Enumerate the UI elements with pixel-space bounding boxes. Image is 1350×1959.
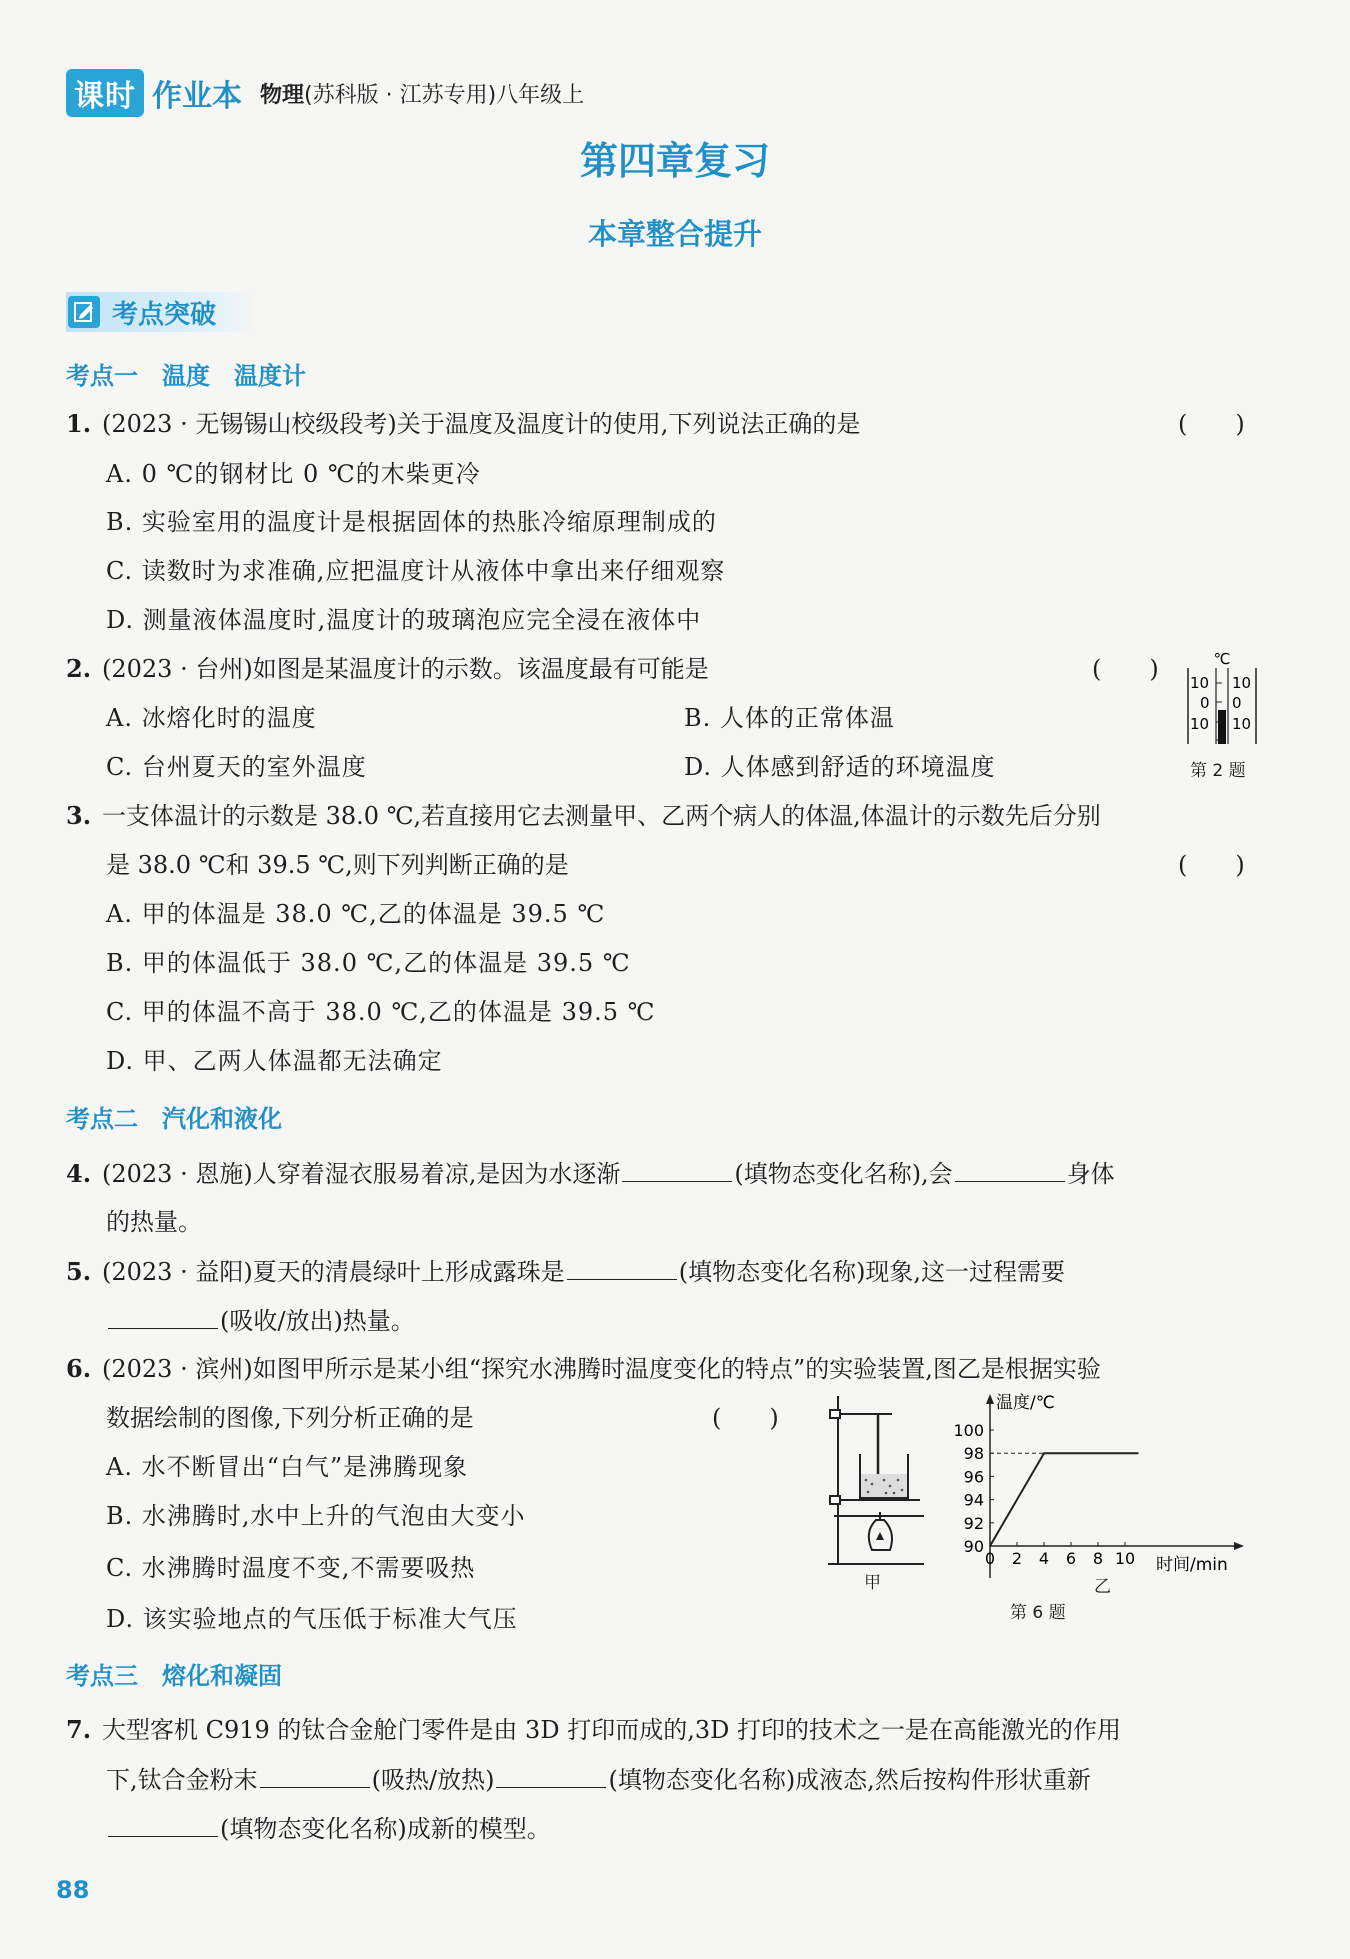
water [861,1474,907,1497]
question-text: (填物态变化名称)成新的模型。 [220,1815,551,1843]
option-d: D. 甲、乙两人体温都无法确定 [106,1047,443,1075]
right-scale-label: 10 [1232,674,1252,692]
brand-name: 作业本 [152,79,242,114]
question-text: (吸收/放出)热量。 [220,1307,415,1335]
x-axis-arrow [1234,1542,1244,1550]
answer-blank[interactable] [108,1304,218,1329]
subject-name: 物理 [260,82,305,108]
answer-blank[interactable] [108,1812,218,1837]
question-number: 3. [66,801,92,830]
question-text: (2023 · 恩施)人穿着湿衣服易着凉,是因为水逐渐 [102,1160,621,1188]
option-b: B. 实验室用的温度计是根据固体的热胀冷缩原理制成的 [106,508,717,536]
question-7-line-3 [106,1812,551,1845]
thermometer-unit: ℃ [1213,650,1231,668]
flame [876,1532,884,1540]
option-b: B. 甲的体温低于 38.0 ℃,乙的体温是 39.5 ℃ [106,949,631,977]
boiling-apparatus-figure [820,1392,930,1572]
knowledge-point-2: 考点二 汽化和液化 [66,1105,282,1133]
question-number: 2. [66,654,92,683]
option-a: A. 甲的体温是 38.0 ℃,乙的体温是 39.5 ℃ [106,900,606,928]
y-tick-label: 98 [963,1444,984,1464]
temperature-series-line [990,1453,1139,1546]
figure-caption: 第 6 题 [1010,1603,1066,1623]
option-b: B. 水沸腾时,水中上升的气泡由大变小 [106,1502,526,1530]
y-axis-label: 温度/℃ [996,1393,1055,1413]
option-a: A. 水不断冒出“白气”是沸腾现象 [106,1453,469,1481]
option-a: A. 0 ℃的钢材比 0 ℃的木柴更冷 [106,460,481,488]
question-1 [66,408,860,440]
question-text: 身体 [1066,1160,1115,1188]
x-tick-label: 10 [1114,1549,1136,1568]
question-7-line-2 [106,1763,1091,1796]
question-5 [66,1255,1065,1288]
question-7 [66,1714,1121,1746]
x-tick-label: 2 [1011,1549,1023,1568]
answer-blank[interactable] [567,1255,677,1280]
question-text: (填物态变化名称),会 [734,1160,953,1188]
question-number: 7. [66,1715,92,1744]
question-number: 6. [66,1354,92,1383]
option-b: B. 人体的正常体温 [684,704,895,732]
question-text: (2023 · 益阳)夏天的清晨绿叶上形成露珠是 [102,1258,565,1286]
question-stem: (2023 · 台州)如图是某温度计的示数。该温度最有可能是 [102,655,709,683]
header [66,70,584,116]
answer-blank[interactable] [622,1157,732,1182]
knowledge-point-3: 考点三 熔化和凝固 [66,1662,282,1690]
figure-caption: 第 2 题 [1190,761,1246,781]
y-tick-label: 96 [963,1467,984,1487]
question-5-line-2 [106,1304,415,1337]
y-axis-arrow [986,1394,994,1404]
left-scale-label: 10 [1190,715,1210,733]
thermometer-figure [1180,650,1260,746]
question-3-line-2: 是 38.0 ℃和 39.5 ℃,则下列判断正确的是 [106,851,569,879]
question-4-line-2: 的热量。 [106,1208,202,1236]
question-number: 4. [66,1159,92,1188]
question-2 [66,653,709,685]
figure-label-yi: 乙 [1094,1577,1111,1597]
answer-bracket: ( ) [1178,410,1245,438]
y-tick-label: 94 [963,1490,984,1510]
question-number: 5. [66,1257,92,1286]
question-3 [66,800,1101,832]
subject-edition: (苏科版 · 江苏专用)八年级上 [304,82,585,108]
answer-bracket: ( ) [712,1404,779,1432]
left-scale-label: 0 [1200,694,1210,712]
pencil-icon [68,296,100,328]
y-tick-label: 90 [963,1537,984,1556]
left-scale-label: 10 [1190,674,1210,692]
option-c: C. 读数时为求准确,应把温度计从液体中拿出来仔细观察 [106,557,726,585]
chapter-subtitle: 本章整合提升 [587,217,762,251]
page-number: 88 [56,1876,90,1904]
x-tick-label: 6 [1065,1549,1077,1568]
option-d: D. 测量液体温度时,温度计的玻璃泡应完全浸在液体中 [106,606,702,634]
option-c: C. 台州夏天的室外温度 [106,753,367,781]
y-tick-label: 92 [963,1513,984,1533]
question-6-line-2: 数据绘制的图像,下列分析正确的是 [106,1404,474,1432]
question-text: (填物态变化名称)成液态,然后按构件形状重新 [608,1766,1091,1794]
mercury-column [1218,710,1226,744]
option-d: D. 人体感到舒适的环境温度 [684,753,996,781]
brand-logo: 课时 [66,69,144,117]
section-label: 考点突破 [112,299,217,330]
right-scale-label: 10 [1232,715,1252,733]
section-banner [66,292,256,332]
answer-blank[interactable] [955,1157,1065,1182]
question-4 [66,1157,1115,1190]
answer-blank[interactable] [496,1763,606,1788]
x-axis-label: 时间/min [1156,1555,1228,1575]
option-d: D. 该实验地点的气压低于标准大气压 [106,1605,518,1633]
option-a: A. 冰熔化时的温度 [106,704,317,732]
answer-bracket: ( ) [1092,655,1159,683]
question-6 [66,1353,1101,1385]
x-tick-label: 4 [1038,1549,1050,1568]
knowledge-point-1: 考点一 温度 温度计 [66,362,306,390]
x-tick-label: 8 [1092,1549,1104,1568]
y-tick-label: 100 [953,1421,984,1440]
question-stem: (2023 · 无锡锡山校级段考)关于温度及温度计的使用,下列说法正确的是 [102,410,861,438]
question-text: (填物态变化名称)现象,这一过程需要 [678,1258,1066,1286]
question-stem: 一支体温计的示数是 38.0 ℃,若直接用它去测量甲、乙两个病人的体温,体温计的示数先后分别 [102,802,1101,830]
temperature-time-chart [944,1388,1264,1588]
figure-label-jia: 甲 [864,1573,881,1593]
question-number: 1. [66,409,92,438]
question-text: 下,钛合金粉末 [106,1766,258,1794]
x-tick-label: 0 [984,1549,996,1568]
right-scale-label: 0 [1232,694,1242,712]
option-c: C. 甲的体温不高于 38.0 ℃,乙的体温是 39.5 ℃ [106,998,656,1026]
question-text: (吸热/放热) [371,1766,495,1794]
answer-bracket: ( ) [1178,851,1245,879]
option-c: C. 水沸腾时温度不变,不需要吸热 [106,1554,476,1582]
subject-info [260,78,584,109]
question-stem: (2023 · 滨州)如图甲所示是某小组“探究水沸腾时温度变化的特点”的实验装置,图乙是根据实验 [102,1355,1101,1383]
answer-blank[interactable] [260,1763,370,1788]
chapter-title: 第四章复习 [579,138,770,183]
question-text: 大型客机 C919 的钛合金舱门零件是由 3D 打印而成的,3D 打印的技术之一是在高能激光的作用 [102,1716,1121,1744]
